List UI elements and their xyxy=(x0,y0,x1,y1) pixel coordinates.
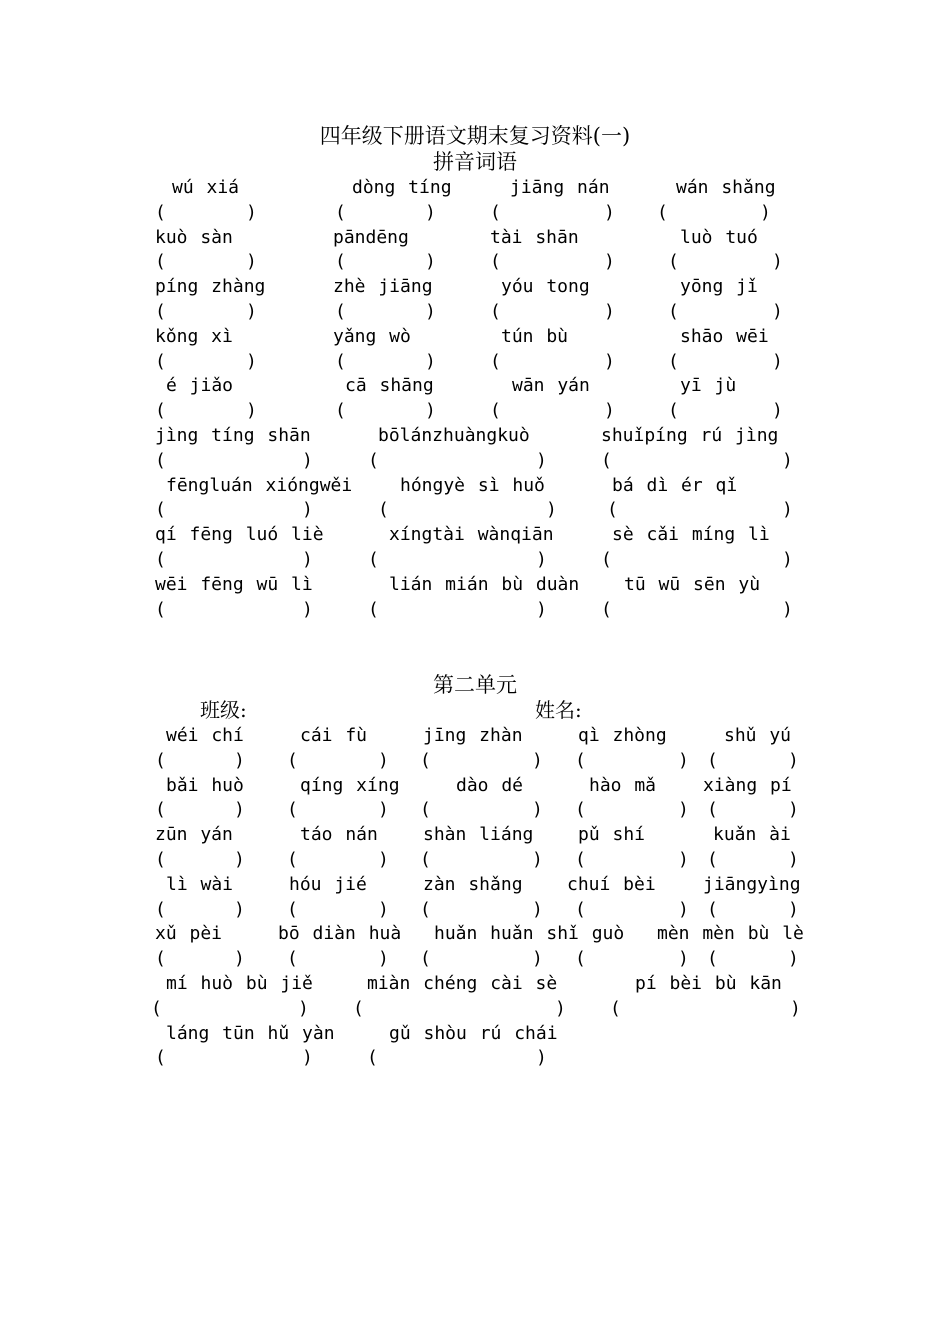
pinyin-text: wán shǎng xyxy=(676,177,776,198)
answer-blank-close: ) xyxy=(546,499,557,521)
pinyin-text: láng tūn hǔ yàn xyxy=(166,1022,335,1044)
answer-row xyxy=(0,548,950,573)
answer-blank-open[interactable]: ( xyxy=(155,598,166,620)
answer-blank-open[interactable]: ( xyxy=(668,300,679,322)
pinyin-text: xíngtài wànqiān xyxy=(389,524,554,546)
answer-blank-open[interactable]: ( xyxy=(490,350,501,372)
answer-blank-close: ) xyxy=(678,848,689,870)
pinyin-row xyxy=(0,374,950,399)
answer-blank-open[interactable]: ( xyxy=(707,848,718,870)
answer-blank-open[interactable]: ( xyxy=(657,201,668,223)
answer-blank-close: ) xyxy=(532,848,543,870)
answer-blank-open[interactable]: ( xyxy=(490,251,501,273)
answer-blank-open[interactable]: ( xyxy=(668,251,679,273)
answer-blank-open[interactable]: ( xyxy=(575,799,586,821)
pinyin-text: mèn mèn bù lè xyxy=(657,923,804,945)
pinyin-text: kǒng xì xyxy=(155,325,233,347)
pinyin-text: bǎi huò xyxy=(166,774,244,796)
pinyin-text: qì zhòng xyxy=(578,725,667,746)
answer-blank-close: ) xyxy=(604,400,615,422)
answer-blank-open[interactable]: ( xyxy=(155,499,166,521)
pinyin-text: zhè jiāng xyxy=(333,276,433,298)
answer-blank-open[interactable]: ( xyxy=(601,598,612,620)
answer-blank-open[interactable]: ( xyxy=(420,749,431,771)
answer-row xyxy=(0,350,950,375)
pinyin-section-2 xyxy=(0,724,950,1071)
pinyin-row xyxy=(0,922,950,947)
answer-blank-close: ) xyxy=(425,400,436,422)
answer-blank-close: ) xyxy=(788,898,799,920)
answer-blank-open[interactable]: ( xyxy=(610,997,621,1019)
pinyin-text: zūn yán xyxy=(155,824,233,846)
answer-blank-close: ) xyxy=(425,300,436,322)
pinyin-text: wēi fēng wū lì xyxy=(155,573,313,595)
answer-blank-open[interactable]: ( xyxy=(420,898,431,920)
answer-blank-close: ) xyxy=(246,251,257,273)
answer-blank-open[interactable]: ( xyxy=(155,548,166,570)
pinyin-text: shǔ yú xyxy=(724,725,792,746)
pinyin-text: gǔ shòu rú chái xyxy=(389,1022,558,1044)
answer-blank-open[interactable]: ( xyxy=(335,300,346,322)
pinyin-text: jìng tíng shān xyxy=(155,424,311,446)
answer-blank-close: ) xyxy=(246,300,257,322)
answer-blank-open[interactable]: ( xyxy=(353,997,364,1019)
pinyin-text: sè cǎi míng lì xyxy=(612,524,770,546)
answer-row xyxy=(0,250,950,275)
pinyin-text: bá dì ér qǐ xyxy=(612,474,738,496)
answer-blank-close: ) xyxy=(302,499,313,521)
answer-blank-open[interactable]: ( xyxy=(155,799,166,821)
pinyin-section-1 xyxy=(0,176,950,622)
pinyin-text: lián mián bù duàn xyxy=(389,573,580,595)
answer-blank-open[interactable]: ( xyxy=(287,948,298,970)
answer-blank-open[interactable]: ( xyxy=(668,350,679,372)
pinyin-row xyxy=(0,474,950,499)
pinyin-text: jīng zhàn xyxy=(423,725,523,746)
answer-blank-close: ) xyxy=(536,598,547,620)
answer-blank-open[interactable]: ( xyxy=(287,799,298,821)
answer-blank-close: ) xyxy=(555,997,566,1019)
answer-blank-open[interactable]: ( xyxy=(368,449,379,471)
pinyin-text: jiāngyìng xyxy=(703,873,801,895)
answer-blank-open[interactable]: ( xyxy=(155,848,166,870)
answer-blank-open[interactable]: ( xyxy=(155,898,166,920)
answer-blank-open[interactable]: ( xyxy=(335,251,346,273)
pinyin-row xyxy=(0,573,950,598)
answer-blank-close: ) xyxy=(678,749,689,771)
answer-blank-open[interactable]: ( xyxy=(368,548,379,570)
answer-blank-open[interactable]: ( xyxy=(607,499,618,521)
answer-blank-close: ) xyxy=(782,598,793,620)
pinyin-text: shuǐpíng rú jìng xyxy=(601,424,779,446)
pinyin-text: cái fù xyxy=(300,725,368,746)
answer-blank-close: ) xyxy=(772,251,783,273)
answer-blank-close: ) xyxy=(678,948,689,970)
answer-blank-close: ) xyxy=(782,449,793,471)
pinyin-text: táo nán xyxy=(300,824,378,846)
pinyin-row xyxy=(0,275,950,300)
pinyin-text: luò tuó xyxy=(680,226,758,248)
pinyin-text: hóngyè sì huǒ xyxy=(400,474,545,496)
answer-blank-open[interactable]: ( xyxy=(287,749,298,771)
pinyin-text: kuǎn ài xyxy=(713,824,791,846)
answer-row xyxy=(0,749,950,774)
answer-blank-open[interactable]: ( xyxy=(368,598,379,620)
answer-blank-close: ) xyxy=(604,201,615,223)
answer-blank-open[interactable]: ( xyxy=(155,251,166,273)
answer-blank-close: ) xyxy=(536,548,547,570)
section-subtitle: 拼音词语 xyxy=(433,150,517,174)
document-title: 四年级下册语文期末复习资料(一) xyxy=(319,124,631,148)
pinyin-text: wú xiá xyxy=(172,177,240,198)
pinyin-text: qíng xíng xyxy=(300,774,400,796)
pinyin-row xyxy=(0,823,950,848)
answer-blank-open[interactable]: ( xyxy=(155,948,166,970)
answer-blank-open[interactable]: ( xyxy=(378,499,389,521)
pinyin-text: tū wū sēn yù xyxy=(624,573,761,595)
answer-blank-open[interactable]: ( xyxy=(707,948,718,970)
pinyin-row xyxy=(0,424,950,449)
pinyin-text: qí fēng luó liè xyxy=(155,524,324,546)
answer-blank-close: ) xyxy=(425,251,436,273)
pinyin-row xyxy=(0,873,950,898)
answer-row xyxy=(0,300,950,325)
answer-blank-close: ) xyxy=(532,898,543,920)
answer-row xyxy=(0,997,950,1022)
answer-blank-open[interactable]: ( xyxy=(335,350,346,372)
pinyin-text: zàn shǎng xyxy=(423,873,523,895)
name-label: 姓名: xyxy=(535,698,582,722)
answer-blank-close: ) xyxy=(246,201,257,223)
answer-blank-close: ) xyxy=(378,749,389,771)
answer-row xyxy=(0,947,950,972)
answer-blank-open[interactable]: ( xyxy=(420,848,431,870)
pinyin-row xyxy=(0,325,950,350)
answer-blank-close: ) xyxy=(604,300,615,322)
pinyin-text: shāo wēi xyxy=(680,325,769,347)
pinyin-text: yǎng wò xyxy=(333,325,411,347)
answer-blank-close: ) xyxy=(772,400,783,422)
answer-blank-close: ) xyxy=(302,1047,313,1069)
answer-blank-open[interactable]: ( xyxy=(155,749,166,771)
pinyin-text: jiāng nán xyxy=(510,177,610,198)
answer-blank-open[interactable]: ( xyxy=(601,548,612,570)
answer-row xyxy=(0,1046,950,1071)
pinyin-row xyxy=(0,523,950,548)
pinyin-text: tài shān xyxy=(490,226,579,248)
pinyin-text: xǔ pèi xyxy=(155,923,223,945)
pinyin-text: pāndēng xyxy=(333,226,409,248)
answer-blank-open[interactable]: ( xyxy=(335,201,346,223)
answer-row xyxy=(0,201,950,226)
answer-blank-close: ) xyxy=(678,898,689,920)
answer-blank-close: ) xyxy=(234,948,245,970)
answer-blank-open[interactable]: ( xyxy=(287,848,298,870)
pinyin-text: huǎn huǎn shǐ guò xyxy=(434,923,625,945)
pinyin-text: pǔ shí xyxy=(578,824,646,846)
pinyin-text: miàn chéng cài sè xyxy=(367,972,558,994)
answer-row xyxy=(0,898,950,923)
pinyin-text: tún bù xyxy=(501,325,569,347)
answer-blank-close: ) xyxy=(378,799,389,821)
pinyin-text: yóu tong xyxy=(501,276,590,298)
answer-blank-open[interactable]: ( xyxy=(707,898,718,920)
answer-blank-close: ) xyxy=(234,898,245,920)
pinyin-text: chuí bèi xyxy=(567,873,656,895)
answer-blank-close: ) xyxy=(604,251,615,273)
answer-blank-close: ) xyxy=(788,848,799,870)
pinyin-text: é jiǎo xyxy=(166,375,234,397)
answer-blank-close: ) xyxy=(782,499,793,521)
pinyin-text: yōng jǐ xyxy=(680,276,758,298)
answer-row xyxy=(0,598,950,623)
answer-blank-open[interactable]: ( xyxy=(335,400,346,422)
pinyin-text: mí huò bù jiě xyxy=(166,972,313,994)
class-label: 班级: xyxy=(200,698,247,722)
pinyin-row xyxy=(0,774,950,799)
pinyin-row xyxy=(0,972,950,997)
pinyin-row xyxy=(0,176,950,201)
answer-blank-close: ) xyxy=(782,548,793,570)
answer-blank-open[interactable]: ( xyxy=(287,898,298,920)
answer-blank-open[interactable]: ( xyxy=(155,350,166,372)
answer-blank-open[interactable]: ( xyxy=(575,848,586,870)
pinyin-text: fēngluán xióngwěi xyxy=(166,474,353,496)
answer-blank-open[interactable]: ( xyxy=(490,300,501,322)
answer-row xyxy=(0,498,950,523)
answer-blank-close: ) xyxy=(678,799,689,821)
answer-blank-close: ) xyxy=(532,749,543,771)
answer-blank-close: ) xyxy=(234,799,245,821)
answer-blank-open[interactable]: ( xyxy=(155,300,166,322)
answer-blank-open[interactable]: ( xyxy=(575,749,586,771)
answer-blank-close: ) xyxy=(378,948,389,970)
pinyin-text: wéi chí xyxy=(166,725,244,746)
answer-blank-open[interactable]: ( xyxy=(151,997,162,1019)
pinyin-text: cā shāng xyxy=(345,375,434,397)
answer-blank-close: ) xyxy=(532,948,543,970)
pinyin-text: hào mǎ xyxy=(589,774,657,796)
pinyin-text: shàn liáng xyxy=(423,824,534,846)
answer-blank-close: ) xyxy=(246,400,257,422)
answer-blank-open[interactable]: ( xyxy=(668,400,679,422)
answer-row xyxy=(0,399,950,424)
answer-blank-close: ) xyxy=(760,201,771,223)
answer-blank-open[interactable]: ( xyxy=(155,201,166,223)
pinyin-text: wān yán xyxy=(512,375,590,397)
answer-blank-close: ) xyxy=(604,350,615,372)
answer-blank-close: ) xyxy=(302,548,313,570)
answer-blank-open[interactable]: ( xyxy=(155,400,166,422)
answer-blank-open[interactable]: ( xyxy=(420,948,431,970)
answer-row xyxy=(0,449,950,474)
answer-blank-close: ) xyxy=(246,350,257,372)
answer-blank-close: ) xyxy=(378,898,389,920)
pinyin-text: dào dé xyxy=(456,774,524,796)
pinyin-row xyxy=(0,1022,950,1047)
answer-row xyxy=(0,848,950,873)
answer-blank-open[interactable]: ( xyxy=(155,1047,166,1069)
answer-blank-open[interactable]: ( xyxy=(707,799,718,821)
answer-blank-close: ) xyxy=(790,997,801,1019)
answer-blank-close: ) xyxy=(302,449,313,471)
pinyin-text: dòng tíng xyxy=(352,177,452,198)
answer-blank-close: ) xyxy=(772,350,783,372)
answer-blank-open[interactable]: ( xyxy=(155,449,166,471)
pinyin-text: bōlánzhuàngkuò xyxy=(378,424,530,446)
answer-blank-close: ) xyxy=(302,598,313,620)
unit-heading: 第二单元 xyxy=(433,673,517,697)
answer-blank-close: ) xyxy=(536,1047,547,1069)
answer-blank-close: ) xyxy=(788,948,799,970)
answer-blank-close: ) xyxy=(532,799,543,821)
answer-blank-close: ) xyxy=(425,201,436,223)
answer-blank-close: ) xyxy=(788,749,799,771)
pinyin-row xyxy=(0,724,950,749)
answer-blank-close: ) xyxy=(298,997,309,1019)
pinyin-row xyxy=(0,226,950,251)
answer-blank-close: ) xyxy=(234,749,245,771)
answer-blank-close: ) xyxy=(788,799,799,821)
pinyin-text: lì wài xyxy=(166,873,234,895)
answer-blank-open[interactable]: ( xyxy=(575,898,586,920)
answer-blank-open[interactable]: ( xyxy=(490,400,501,422)
answer-blank-open[interactable]: ( xyxy=(707,749,718,771)
answer-blank-open[interactable]: ( xyxy=(575,948,586,970)
answer-blank-close: ) xyxy=(536,449,547,471)
answer-blank-close: ) xyxy=(772,300,783,322)
pinyin-text: bō diàn huà xyxy=(278,923,402,945)
pinyin-text: píng zhàng xyxy=(155,276,266,298)
answer-blank-open[interactable]: ( xyxy=(490,201,501,223)
pinyin-text: pí bèi bù kān xyxy=(635,972,782,994)
answer-blank-close: ) xyxy=(378,848,389,870)
answer-blank-close: ) xyxy=(425,350,436,372)
pinyin-text: xiàng pí xyxy=(703,774,792,796)
pinyin-text: kuò sàn xyxy=(155,226,233,248)
pinyin-text: hóu jié xyxy=(289,873,367,895)
answer-blank-open[interactable]: ( xyxy=(601,449,612,471)
answer-blank-open[interactable]: ( xyxy=(420,799,431,821)
answer-blank-open[interactable]: ( xyxy=(367,1047,378,1069)
pinyin-text: yī jù xyxy=(680,375,737,397)
answer-row xyxy=(0,798,950,823)
answer-blank-close: ) xyxy=(234,848,245,870)
